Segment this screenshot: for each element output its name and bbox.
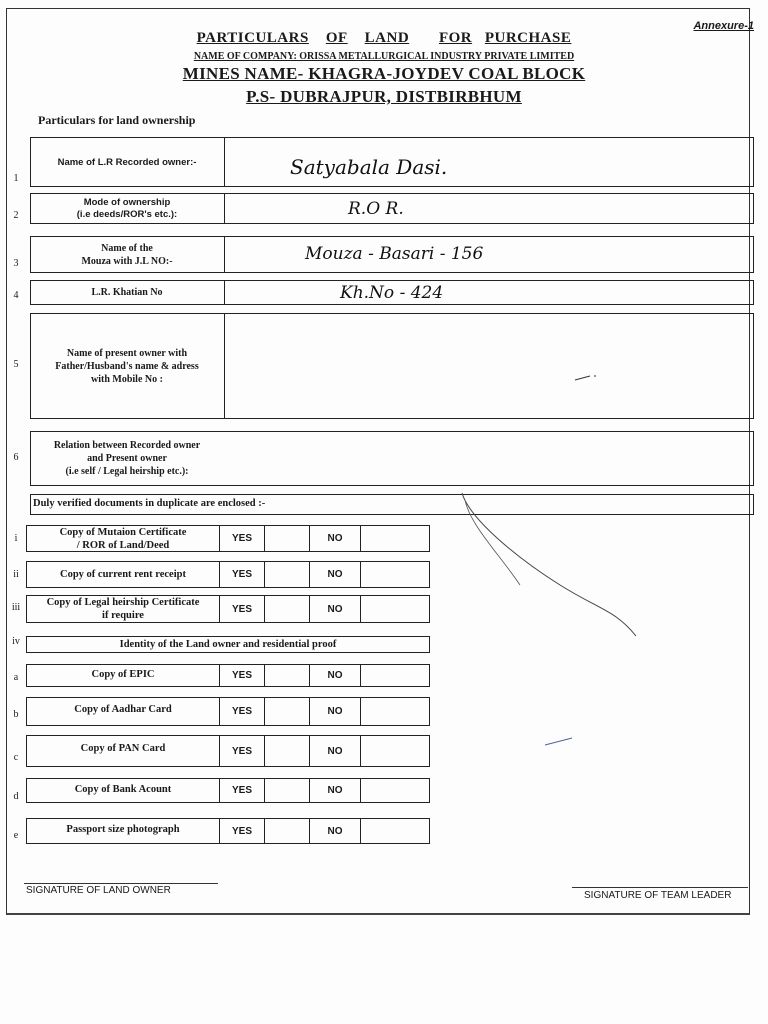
row-number: e [13, 830, 19, 841]
owner-signature-label: SIGNATURE OF LAND OWNER [26, 885, 171, 896]
pen-stroke [575, 376, 596, 380]
row-label: Name of L.R Recorded owner:- [57, 156, 197, 168]
doc-label: Copy of Legal heirship Certificate if require [26, 595, 220, 623]
row-number: 1 [13, 173, 19, 184]
police-station: P.S- DUBRAJPUR, DISTBIRBHUM [246, 87, 522, 106]
recorded-owner-value[interactable]: Satyabala Dasi. [290, 155, 448, 179]
row-number: 3 [13, 258, 19, 269]
row-number: iii [11, 602, 21, 613]
row-label: Relation between Recorded owner and Present owner (i.e self / Legal heirship etc.): [53, 440, 201, 477]
row-number: iv [12, 636, 20, 647]
mouza-value[interactable]: Mouza - Basari - 156 [305, 244, 484, 264]
doc-label: Copy of EPIC [26, 664, 220, 687]
pen-stroke [545, 738, 572, 745]
row-number: ii [13, 569, 19, 580]
no-cell: NO [309, 664, 361, 687]
no-cell: NO [309, 561, 361, 588]
row-number: 5 [13, 359, 19, 370]
doc-label: Copy of PAN Card [26, 735, 220, 767]
no-cell: NO [309, 818, 361, 844]
no-cell: NO [309, 778, 361, 803]
row-number: 2 [13, 210, 19, 221]
yes-cell: YES [219, 818, 265, 844]
doc-label: Copy of current rent receipt [26, 561, 220, 588]
row-number: a [13, 672, 19, 683]
row-label: L.R. Khatian No [91, 287, 163, 298]
doc-label: Copy of Bank Acount [26, 778, 220, 803]
row-label: Name of present owner with Father/Husband's name & adress with Mobile No : [55, 347, 199, 385]
khatian-value[interactable]: Kh.No - 424 [340, 283, 444, 303]
yes-cell: YES [219, 595, 265, 623]
no-cell: NO [309, 735, 361, 767]
doc-label: Copy of Mutaion Certificate / ROR of Land/Deed [26, 525, 220, 552]
form-title: PARTICULARS OF LAND FOR PURCHASE [196, 30, 572, 46]
doc-label: Copy of Aadhar Card [26, 697, 220, 726]
row-number: 6 [13, 452, 19, 463]
mines-name: MINES NAME- KHAGRA-JOYDEV COAL BLOCK [182, 64, 586, 83]
row-number: d [13, 791, 19, 802]
yes-cell: YES [219, 561, 265, 588]
no-cell: NO [309, 697, 361, 726]
company-name: NAME OF COMPANY: ORISSA METALLURGICAL INDUSTRY PRIVATE LIMITED [193, 51, 575, 62]
row-label: Mode of ownership (i.e deeds/ROR's etc.): [76, 196, 178, 220]
yes-cell: YES [219, 778, 265, 803]
no-cell: NO [309, 525, 361, 552]
docs-heading: Duly verified documents in duplicate are enclosed :- [33, 498, 266, 509]
mode-of-ownership-value[interactable]: R.O R. [348, 199, 404, 219]
pen-stroke [462, 493, 636, 636]
identity-heading: Identity of the Land owner and residential proof [26, 636, 430, 653]
section-subtitle: Particulars for land ownership [38, 113, 196, 127]
row-number: b [13, 709, 19, 720]
row-number: 4 [13, 290, 19, 301]
yes-cell: YES [219, 664, 265, 687]
row-number: c [13, 752, 19, 763]
leader-signature-label: SIGNATURE OF TEAM LEADER [584, 890, 732, 901]
no-cell: NO [309, 595, 361, 623]
row-number: i [14, 533, 18, 544]
yes-cell: YES [219, 735, 265, 767]
yes-cell: YES [219, 697, 265, 726]
row-label: Name of the Mouza with J.L NO:- [81, 242, 173, 267]
annexure-label: Annexure-1 [693, 20, 754, 32]
yes-cell: YES [219, 525, 265, 552]
doc-label: Passport size photograph [26, 818, 220, 844]
